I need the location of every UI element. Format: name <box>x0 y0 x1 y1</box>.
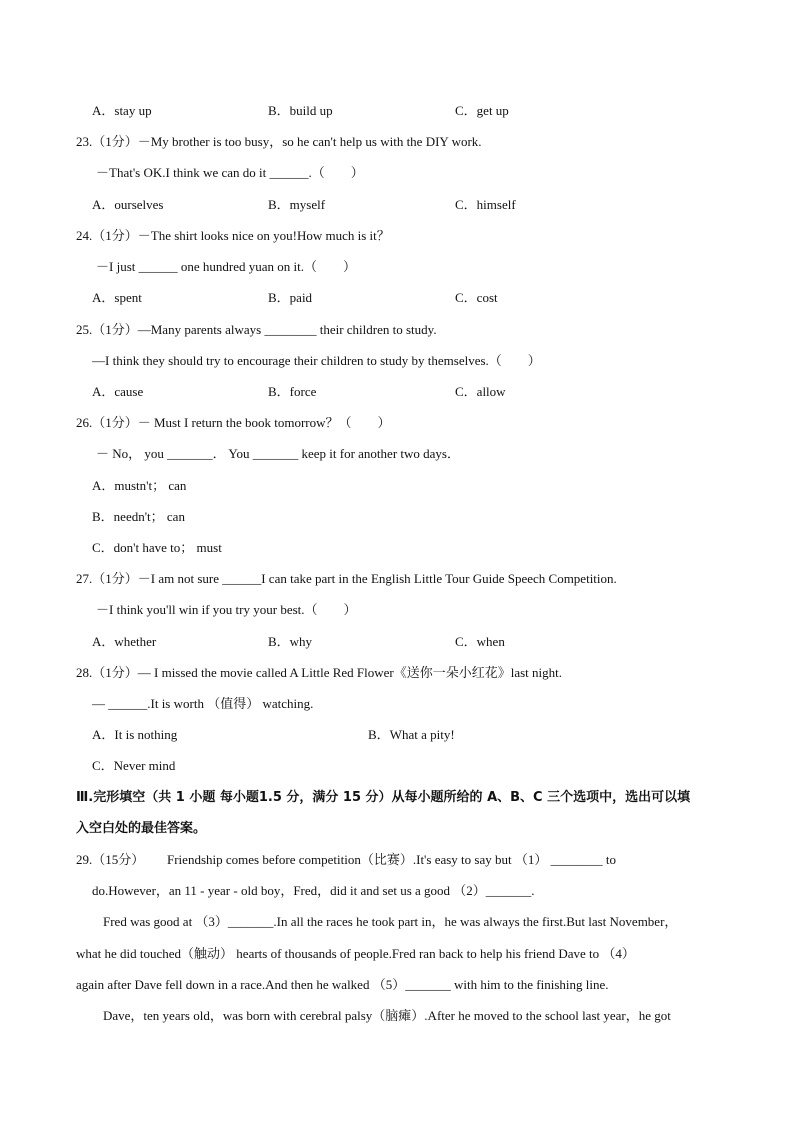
question-25: 25.（1分）—Many parents always ________ their children to study. <box>76 322 437 337</box>
passage-line-4: again after Dave fell down in a race.And then he walked （5）_______ with him to the finishing line. <box>76 977 609 992</box>
question-28: 28.（1分）— I missed the movie called A Little Red Flower《送你一朵小红花》last night. <box>76 665 563 680</box>
option-26-b: B．needn't； can <box>92 509 185 524</box>
section-3-heading: Ⅲ.完形填空（共 1 小题 每小题1.5 分，满分 15 分）从每小题所给的 A、B、C 三个选项中，选出可以填 <box>76 790 691 805</box>
question-27-reply: －I think you'll win if you try your best.（ ） <box>96 602 357 617</box>
passage-line-2: Fred was good at （3）_______.In all the races he took part in，he was always the first.But last November， <box>103 914 678 929</box>
question-25-reply: —I think they should try to encourage their children to study by themselves.（ ） <box>92 353 541 368</box>
question-23-reply: －That's OK.I think we can do it ______.（ ） <box>96 165 364 180</box>
option-25-b: B．force <box>268 384 317 399</box>
option-27-c: C．when <box>455 634 505 649</box>
question-28-reply: — ______.It is worth （值得） watching. <box>92 696 314 711</box>
line-options-22-a: A．stay up <box>92 103 152 118</box>
option-28-a: A．It is nothing <box>92 727 178 742</box>
question-23: 23.（1分）－My brother is too busy，so he can't help us with the DIY work. <box>76 134 482 149</box>
option-23-c: C．himself <box>455 197 516 212</box>
line-options-22-b: B．build up <box>268 103 333 118</box>
passage-line-5: Dave，ten years old，was born with cerebral palsy（脑瘫）.After he moved to the school last year，he got <box>103 1008 671 1023</box>
option-27-b: B．why <box>268 634 313 649</box>
option-24-c: C．cost <box>455 290 498 305</box>
question-29: 29.（15分） Friendship comes before competition（比赛）.It's easy to say but （1） ________ to <box>76 852 616 867</box>
passage-line-3: what he did touched（触动） hearts of thousands of people.Fred ran back to help his friend Dave to （4） <box>76 946 635 961</box>
question-26: 26.（1分）－ Must I return the book tomorrow？（ ） <box>76 415 391 430</box>
option-25-a: A．cause <box>92 384 144 399</box>
option-23-a: A．ourselves <box>92 197 164 212</box>
option-27-a: A．whether <box>92 634 157 649</box>
question-26-reply: － No， you _______． You _______ keep it for another two days． <box>96 446 460 461</box>
question-24-reply: －I just ______ one hundred yuan on it.（ ） <box>96 259 356 274</box>
line-options-22-c: C．get up <box>455 103 509 118</box>
section-3-heading-cont: 入空白处的最佳答案。 <box>76 821 207 836</box>
option-28-b: B．What a pity! <box>368 727 455 742</box>
option-26-a: A．mustn't； can <box>92 478 187 493</box>
option-24-a: A．spent <box>92 290 142 305</box>
option-28-c: C．Never mind <box>92 758 176 773</box>
question-24: 24.（1分）－The shirt looks nice on you!How much is it？ <box>76 228 390 243</box>
option-24-b: B．paid <box>268 290 313 305</box>
question-27: 27.（1分）－I am not sure ______I can take part in the English Little Tour Guide Speech Competition. <box>76 571 617 586</box>
passage-line-1: do.However，an 11 - year - old boy，Fred，did it and set us a good （2）_______. <box>92 883 535 898</box>
option-23-b: B．myself <box>268 197 326 212</box>
option-26-c: C．don't have to； must <box>92 540 222 555</box>
option-25-c: C．allow <box>455 384 506 399</box>
